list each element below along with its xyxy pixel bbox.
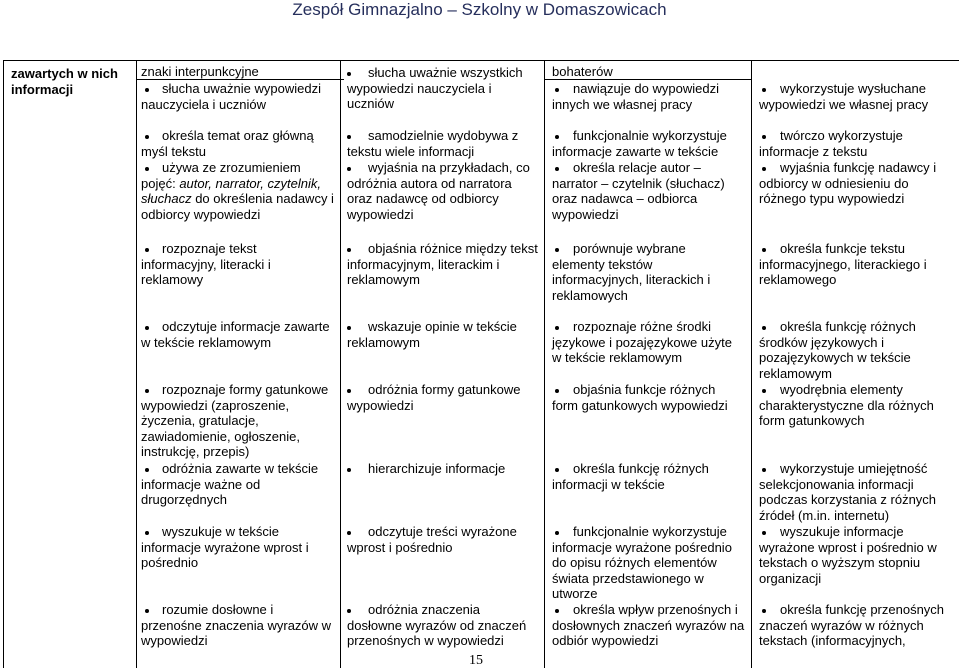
column-divider-1 xyxy=(136,60,137,668)
col3-item: funkcjonalnie wykorzystuje informacje zawarte w tekście xyxy=(552,128,727,159)
col1-item: wyszukuje w tekście informacje wyrażone wprost i pośrednio xyxy=(141,524,309,570)
col1-item: słucha uważnie wypowiedzi nauczyciela i uczniów xyxy=(141,81,321,112)
col4-item: wykorzystuje wysłuchane wypowiedzi we własnej pracy xyxy=(759,81,929,112)
col2-item: odróżnia formy gatunkowe wypowiedzi xyxy=(347,382,521,413)
col3-top-text: bohaterów xyxy=(552,64,613,79)
col1-top-text: znaki interpunkcyjne xyxy=(141,64,259,79)
col3-item: porównuje wybrane elementy tekstów informacyjnych, literackich i reklamowych xyxy=(552,241,711,303)
col4-item: określa funkcje tekstu informacyjnego, literackiego i reklamowego xyxy=(759,241,927,287)
col1-item: rozumie dosłowne i przenośne znaczenia wyrazów w wypowiedzi xyxy=(141,602,332,648)
col1-item: odróżnia zawarte w tekście informacje ważne od drugorzędnych xyxy=(141,461,319,507)
page-number: 15 xyxy=(469,653,483,668)
col1-item: określa temat oraz główną myśl tekstu xyxy=(141,128,314,159)
table-top-border xyxy=(3,60,959,61)
col4-item: twórczo wykorzystuje informacje z tekstu xyxy=(759,128,903,159)
col3-item: określa relacje autor – narrator – czytelnik (słuchacz) oraz nadawca – odbiorca wypowiedzi xyxy=(552,160,725,222)
col2-item: odczytuje treści wyrażone wprost i pośrednio xyxy=(347,524,517,555)
column-divider-3 xyxy=(544,60,545,668)
col2-item: wyjaśnia na przykładach, co odróżnia autora od narratora oraz nadawcę od odbiorcy wypowiedzi xyxy=(347,160,530,222)
column-divider-4 xyxy=(751,60,752,668)
col3-item: funkcjonalnie wykorzystuje informacje wyrażone pośrednio do opisu różnych elementów świata przedstawionego w utworze xyxy=(552,524,732,601)
col3-item: określa funkcję różnych informacji w tekście xyxy=(552,461,709,492)
col4-item: określa funkcję różnych środków językowych i pozajęzykowych w tekście reklamowym xyxy=(759,319,916,381)
col4-item: określa funkcję przenośnych znaczeń wyrazów w różnych tekstach (informacyjnych, xyxy=(759,602,945,648)
col4-item: wyodrębnia elementy charakterystyczne dla różnych form gatunkowych xyxy=(759,382,934,428)
col1-item: odczytuje informacje zawarte w tekście reklamowym xyxy=(141,319,330,350)
col4-item: wyszukuje informacje wyrażone wprost i pośrednio w tekstach o wyższym stopniu organizacji xyxy=(759,524,937,586)
col2-item: wskazuje opinie w tekście reklamowym xyxy=(347,319,517,350)
col2-item: odróżnia znaczenia dosłowne wyrazów od znaczeń przenośnych w wypowiedzi xyxy=(347,602,527,648)
col2-item: hierarchizuje informacje xyxy=(368,461,506,476)
col4-item: wykorzystuje umiejętność selekcjonowania informacji podczas korzystania z różnych źródeł (m.in. internetu) xyxy=(759,461,937,523)
col1-item-italic: autor, narrator, czytelnik, słuchacz xyxy=(141,175,321,206)
col3-item: objaśnia funkcje różnych form gatunkowych wypowiedzi xyxy=(552,382,728,413)
section-label: zawartych w nich informacji xyxy=(11,66,118,97)
col1-item: rozpoznaje tekst informacyjny, literacki i reklamowy xyxy=(141,241,271,287)
col1-item xyxy=(141,160,337,222)
col4-item: wyjaśnia funkcję nadawcy i odbiorcy w odniesieniu do różnego typu wypowiedzi xyxy=(759,160,937,206)
col3-item: nawiązuje do wypowiedzi innych we własnej pracy xyxy=(552,81,719,112)
col1-item-text-rest: do określenia nadawcy i odbiorcy wypowiedzi xyxy=(141,191,334,222)
page-header xyxy=(0,0,959,26)
col1-item: rozpoznaje formy gatunkowe wypowiedzi (zaproszenie, życzenia, gratulacje, zawiadomienie, ogłoszenie, instrukcję, przepis) xyxy=(141,382,329,459)
school-name: Zespół Gimnazjalno – Szkolny w Domaszowicach xyxy=(292,0,667,19)
column-divider-2 xyxy=(340,60,341,668)
col3-item: określa wpływ przenośnych i dosłownych znaczeń wyrazów na odbiór wypowiedzi xyxy=(552,602,745,648)
col2-item: objaśnia różnice między tekst informacyjnym, literackim i reklamowym xyxy=(347,241,538,287)
col2-item: samodzielnie wydobywa z tekstu wiele informacji xyxy=(347,128,519,159)
col1-item-text: używa ze zrozumieniem pojęć: xyxy=(141,160,301,191)
col2-item: słucha uważnie wszystkich wypowiedzi nauczyciela i uczniów xyxy=(347,65,523,111)
col3-item: rozpoznaje różne środki językowe i pozajęzykowe użyte w tekście reklamowym xyxy=(552,319,732,365)
table-left-border xyxy=(3,60,4,668)
